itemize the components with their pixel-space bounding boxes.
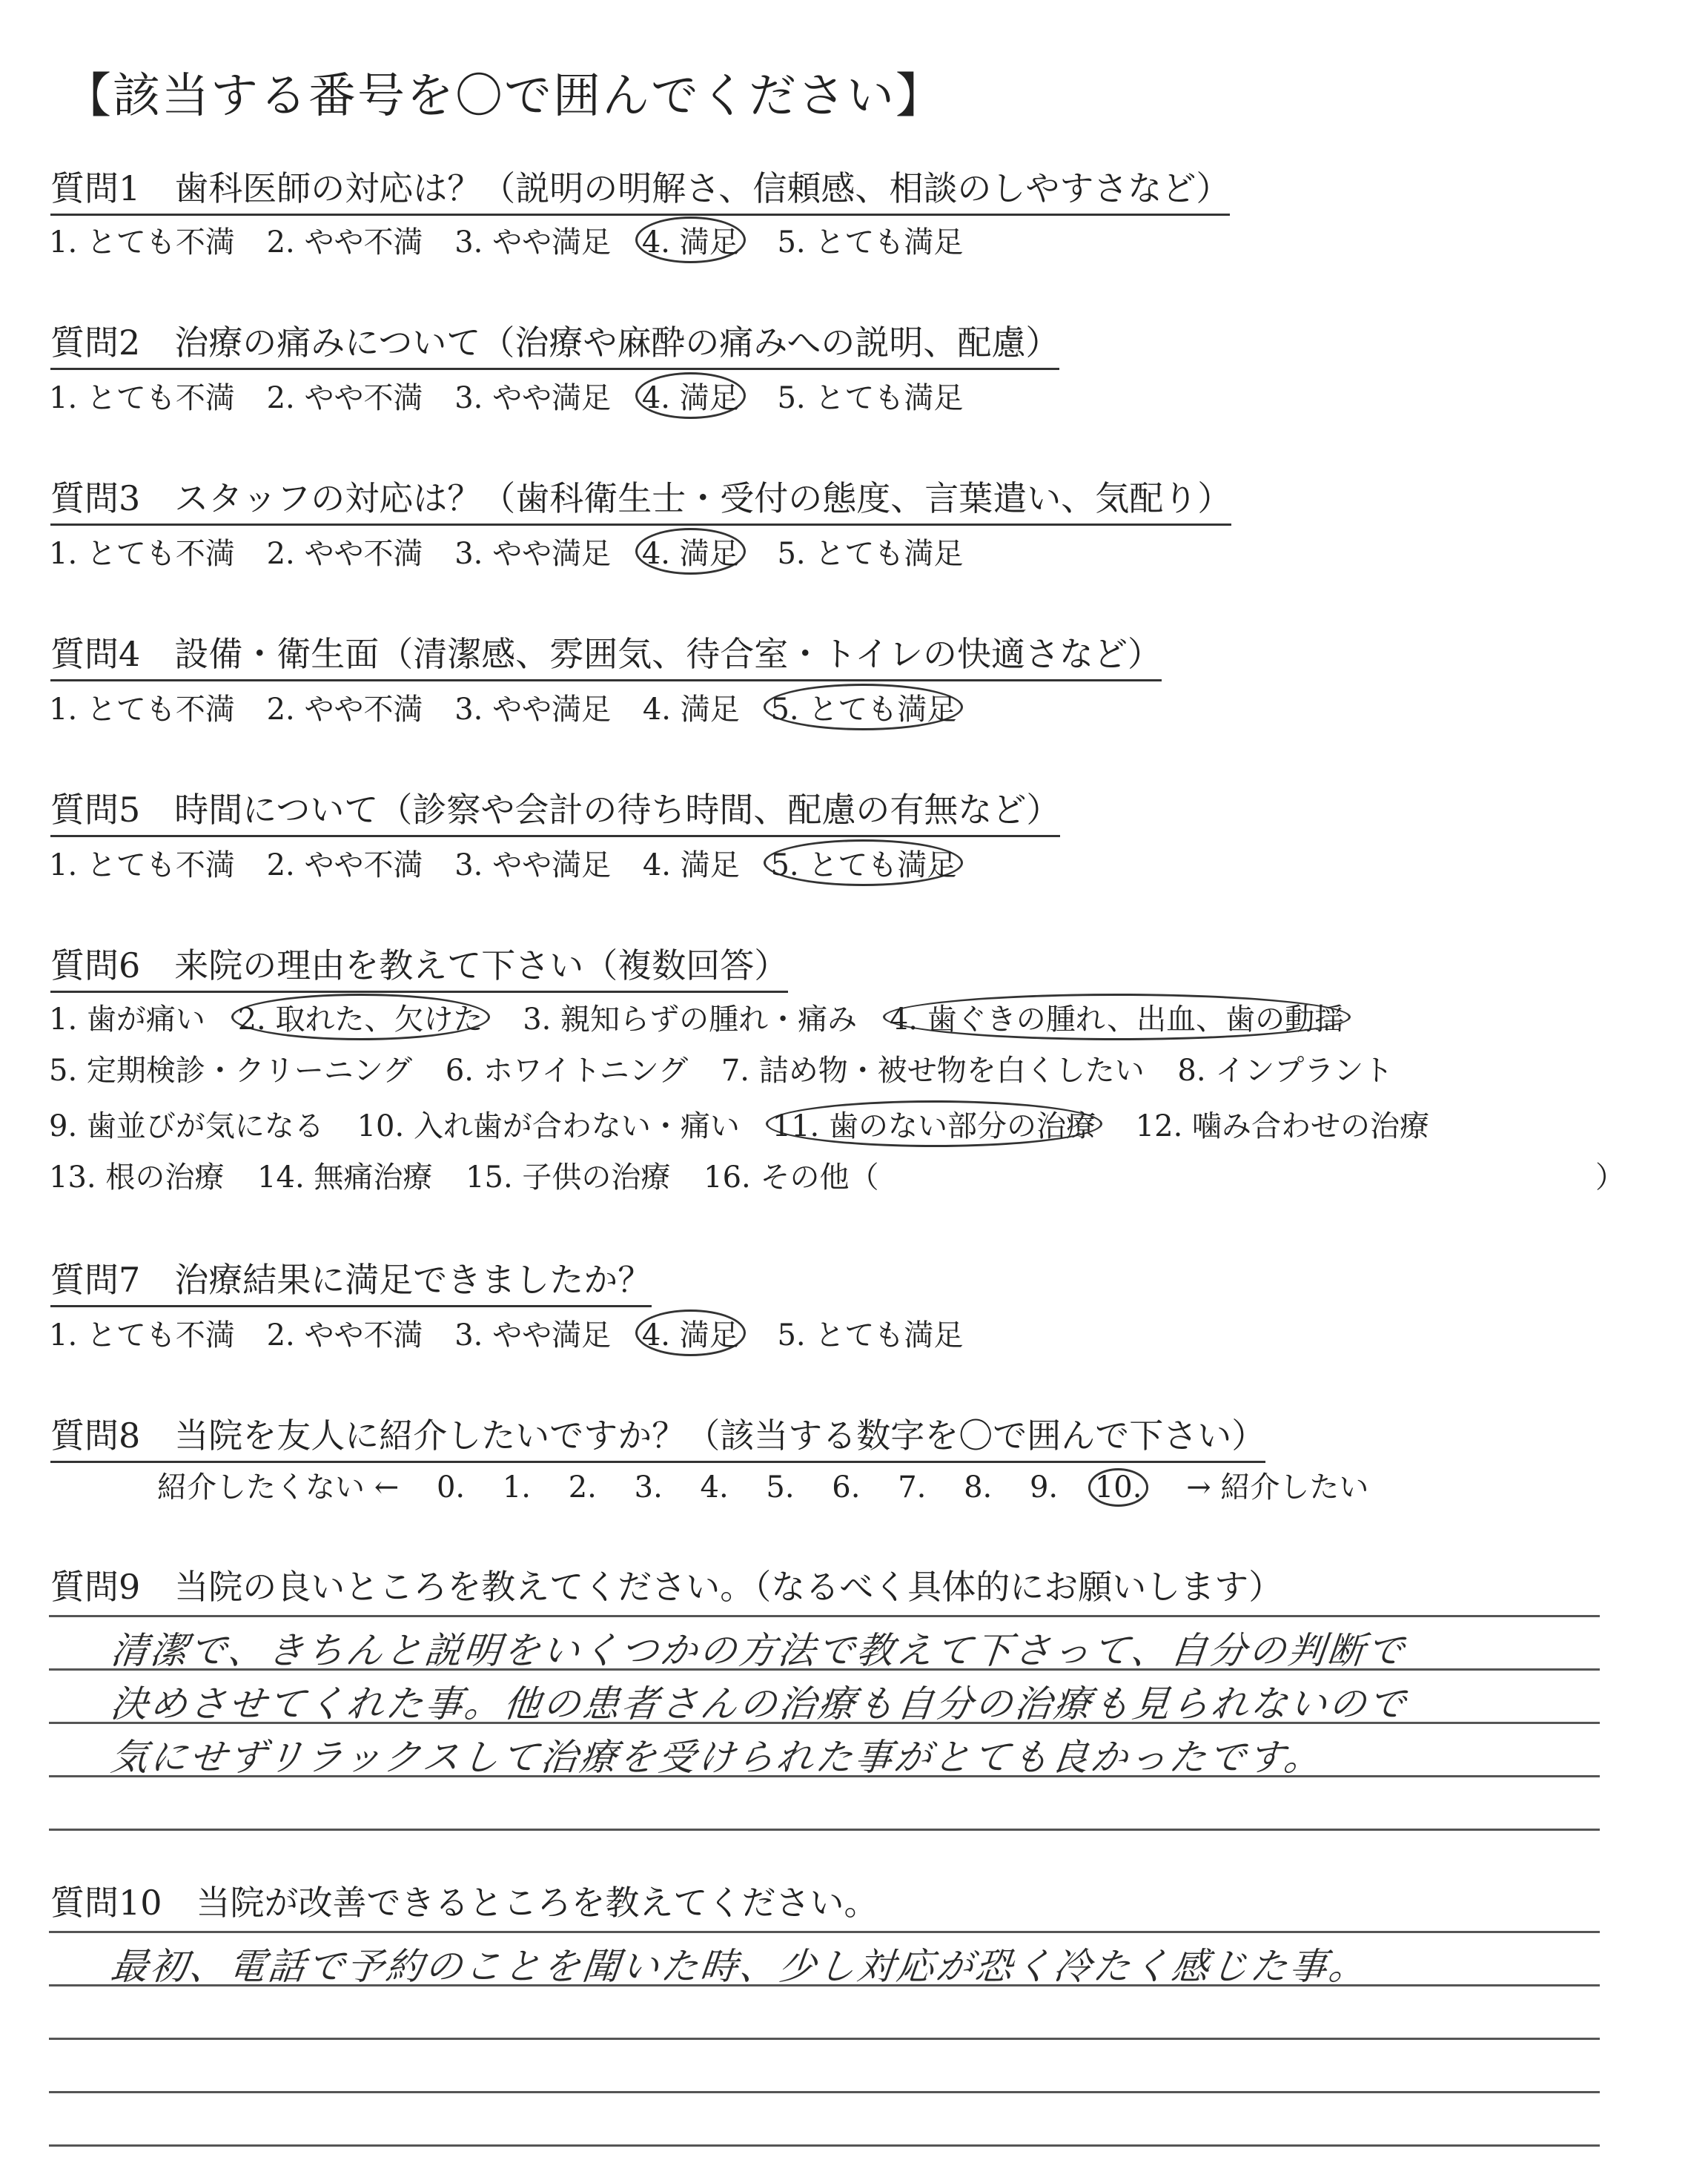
q7-option-3[interactable]: 3. やや満足 (454, 1318, 612, 1353)
q2-option-3[interactable]: 3. やや満足 (454, 381, 612, 415)
q2-option-2[interactable]: 2. やや不満 (266, 381, 423, 415)
q4-option-3[interactable]: 3. やや満足 (454, 693, 612, 727)
q6-option-3[interactable]: 3. 親知らずの腫れ・痛み (523, 1003, 858, 1037)
q10-rule-3 (49, 2038, 1600, 2040)
q3-option-2[interactable]: 2. やや不満 (266, 537, 423, 571)
q6-option-11-circled[interactable]: 11. 歯のない部分の治療 (766, 1100, 1102, 1147)
q1-option-2[interactable]: 2. やや不満 (266, 225, 423, 260)
question-3-title: 質問3 スタッフの対応は？（歯科衛生士・受付の態度、言葉遣い、気配り） (50, 472, 1231, 526)
question-5-options (49, 839, 985, 886)
q7-option-4-circled[interactable]: 4. 満足 (635, 1309, 746, 1356)
q4-option-4[interactable]: 4. 満足 (642, 693, 740, 727)
q8-number-2[interactable]: 2. (568, 1470, 597, 1505)
q4-option-5-circled[interactable]: 5. とても満足 (764, 684, 963, 730)
q6-option-15[interactable]: 15. 子供の治療 (466, 1160, 671, 1195)
q5-option-4[interactable]: 4. 満足 (642, 848, 740, 882)
q8-number-0[interactable]: 0. (436, 1470, 466, 1505)
q2-option-5[interactable]: 5. とても満足 (777, 381, 964, 415)
q8-number-4[interactable]: 4. (700, 1470, 729, 1505)
q10-rule-5 (49, 2144, 1600, 2147)
q8-number-8[interactable]: 8. (964, 1470, 993, 1505)
q6-option-1[interactable]: 1. 歯が痛い (49, 1003, 205, 1037)
q3-option-1[interactable]: 1. とても不満 (49, 537, 235, 571)
question-2-title: 質問2 治療の痛みについて（治療や麻酔の痛みへの説明、配慮） (50, 316, 1059, 370)
q6-line-2 (49, 1047, 1417, 1089)
q8-left-label: 紹介したくない ← (157, 1470, 400, 1505)
q8-number-6[interactable]: 6. (832, 1470, 861, 1505)
q4-option-2[interactable]: 2. やや不満 (266, 693, 423, 727)
question-4-title: 質問4 設備・衛生面（清潔感、雰囲気、待合室・トイレの快適さなど） (50, 627, 1162, 681)
q8-number-7[interactable]: 7. (898, 1470, 927, 1505)
q6-line-4 (49, 1154, 902, 1196)
q9-answer-line-1: 清潔で、きちんと説明をいくつかの方法で教えて下さって、自分の判断で (108, 1629, 1409, 1672)
q6-option-16[interactable]: 16. その他（ (704, 1160, 879, 1195)
q9-rule-5 (49, 1829, 1600, 1831)
q5-option-2[interactable]: 2. やや不満 (266, 848, 423, 882)
q8-number-5[interactable]: 5. (766, 1470, 795, 1505)
q6-option-6[interactable]: 6. ホワイトニング (445, 1054, 689, 1088)
q1-option-4-circled[interactable]: 4. 満足 (635, 217, 746, 263)
q7-option-5[interactable]: 5. とても満足 (777, 1318, 964, 1353)
q6-line-3 (49, 1100, 1453, 1147)
q5-option-1[interactable]: 1. とても不満 (49, 848, 235, 882)
question-10-title: 質問10 当院が改善できるところを教えてください。 (50, 1883, 878, 1923)
q1-option-3[interactable]: 3. やや満足 (454, 225, 612, 260)
q2-option-4-circled[interactable]: 4. 満足 (635, 372, 746, 419)
q8-number-10-circled[interactable]: 10. (1088, 1468, 1149, 1507)
q6-option-4-circled[interactable]: 4. 歯ぐきの腫れ、出血、歯の動揺 (883, 994, 1351, 1040)
q8-number-1[interactable]: 1. (502, 1470, 532, 1505)
question-4-options (49, 684, 985, 730)
q10-answer-line-1: 最初、電話で予約のことを聞いた時、少し対応が恐く冷たく感じた事。 (108, 1945, 1371, 1988)
q9-answer-line-2: 決めさせてくれた事。他の患者さんの治療も自分の治療も見られないので (108, 1682, 1410, 1725)
q10-rule-4 (49, 2091, 1600, 2093)
q6-option-13[interactable]: 13. 根の治療 (49, 1160, 225, 1195)
q8-number-9[interactable]: 9. (1029, 1470, 1059, 1505)
q6-option-9[interactable]: 9. 歯並びが気になる (49, 1109, 324, 1143)
q7-option-2[interactable]: 2. やや不満 (266, 1318, 423, 1353)
q6-option-5[interactable]: 5. 定期検診・クリーニング (49, 1054, 413, 1088)
q6-option-12[interactable]: 12. 噛み合わせの治療 (1135, 1109, 1430, 1143)
question-9-title: 質問9 当院の良いところを教えてください。（なるべく具体的にお願いします） (50, 1567, 1283, 1607)
question-2-options (49, 372, 985, 419)
q6-option-10[interactable]: 10. 入れ歯が合わない・痛い (357, 1109, 740, 1143)
q5-option-5-circled[interactable]: 5. とても満足 (764, 839, 963, 886)
q3-option-5[interactable]: 5. とても満足 (777, 537, 964, 571)
q9-rule-1 (49, 1615, 1600, 1617)
q6-other-close-paren: ） (1595, 1160, 1625, 1195)
q1-option-1[interactable]: 1. とても不満 (49, 225, 235, 260)
question-7-options (49, 1309, 985, 1356)
q8-scale (157, 1464, 1397, 1507)
question-5-title: 質問5 時間について（診察や会計の待ち時間、配慮の有無など） (50, 783, 1060, 837)
question-6-title: 質問6 来院の理由を教えて下さい（複数回答） (50, 939, 788, 993)
q10-rule-1 (49, 1931, 1600, 1933)
q7-option-1[interactable]: 1. とても不満 (49, 1318, 235, 1353)
question-1-options (49, 217, 985, 263)
q1-option-5[interactable]: 5. とても満足 (777, 225, 964, 260)
q6-option-14[interactable]: 14. 無痛治療 (257, 1160, 433, 1195)
q3-option-3[interactable]: 3. やや満足 (454, 537, 612, 571)
q3-option-4-circled[interactable]: 4. 満足 (635, 528, 746, 575)
question-8-title: 質問8 当院を友人に紹介したいですか？（該当する数字を〇で囲んで下さい） (50, 1409, 1265, 1463)
q2-option-1[interactable]: 1. とても不満 (49, 381, 235, 415)
q8-right-label: → 紹介したい (1186, 1470, 1369, 1505)
q6-option-2-circled[interactable]: 2. 取れた、欠けた (231, 994, 490, 1040)
page-header: 【該当する番号を〇で囲んでください】 (64, 69, 944, 124)
q6-option-7[interactable]: 7. 詰め物・被せ物を白くしたい (721, 1054, 1145, 1088)
q6-line-1 (49, 994, 1374, 1040)
question-3-options (49, 528, 985, 575)
q9-answer-line-3: 気にせずリラックスして治療を受けられた事がとても良かったです。 (108, 1736, 1326, 1779)
question-7-title: 質問7 治療結果に満足できましたか？ (50, 1253, 652, 1307)
q5-option-3[interactable]: 3. やや満足 (454, 848, 612, 882)
question-1-title: 質問1 歯科医師の対応は？（説明の明解さ、信頼感、相談のしやすさなど） (50, 162, 1230, 216)
q6-option-8[interactable]: 8. インプラント (1177, 1054, 1394, 1088)
q4-option-1[interactable]: 1. とても不満 (49, 693, 235, 727)
q8-number-3[interactable]: 3. (634, 1470, 663, 1505)
